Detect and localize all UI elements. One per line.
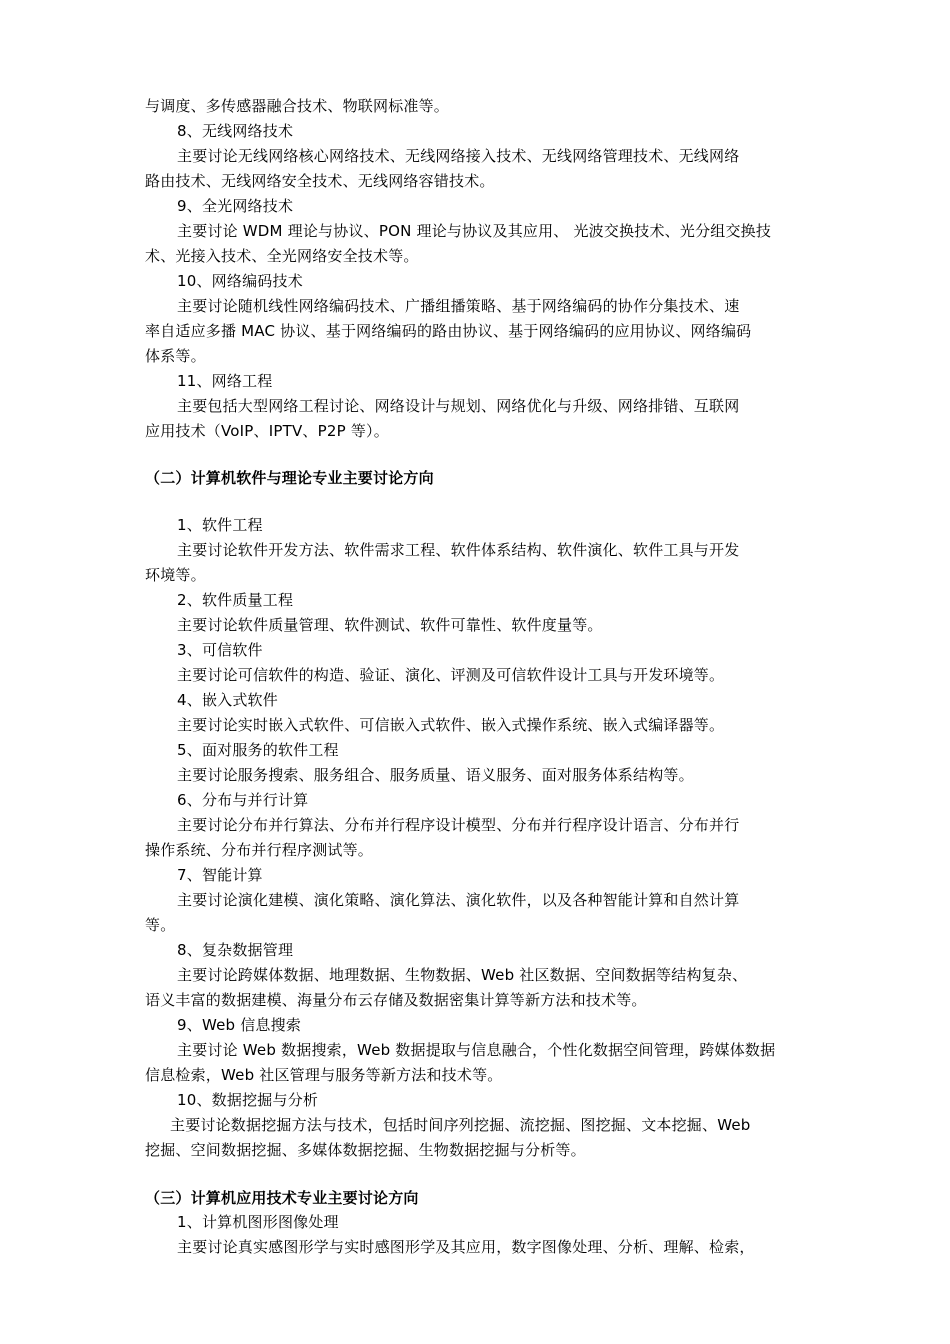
paragraph-line: 主要讨论 Web 数据搜索，Web 数据提取与信息融合，个性化数据空间管理，跨媒体数据 <box>177 1041 776 1059</box>
paragraph-line: 应用技术（VoIP、IPTV、P2P 等）。 <box>145 422 389 440</box>
paragraph-line: 主要讨论分布并行算法、分布并行程序设计模型、分布并行程序设计语言、分布并行 <box>177 816 740 834</box>
section-heading-all-optical-network: 9、全光网络技术 <box>177 197 294 215</box>
section-heading-distributed-parallel: 6、分布与并行计算 <box>177 791 309 809</box>
section-heading-wireless-network: 8、无线网络技术 <box>177 122 294 140</box>
section-heading-software-quality: 2、软件质量工程 <box>177 591 294 609</box>
paragraph-line: 等。 <box>145 916 176 934</box>
section-heading-complex-data: 8、复杂数据管理 <box>177 941 294 959</box>
paragraph-line: 语义丰富的数据建模、海量分布云存储及数据密集计算等新方法和技术等。 <box>145 991 647 1009</box>
section-heading-service-oriented: 5、面对服务的软件工程 <box>177 741 339 759</box>
section-heading-embedded-software: 4、嵌入式软件 <box>177 691 278 709</box>
paragraph-line: 主要讨论真实感图形学与实时感图形学及其应用，数字图像处理、分析、理解、检索， <box>177 1238 755 1256</box>
chapter-heading-applied-technology: （三）计算机应用技术专业主要讨论方向 <box>145 1189 419 1207</box>
paragraph-line: 主要讨论服务搜索、服务组合、服务质量、语义服务、面对服务体系结构等。 <box>177 766 694 784</box>
paragraph-line: 主要讨论演化建模、演化策略、演化算法、演化软件，以及各种智能计算和自然计算 <box>177 891 740 909</box>
section-heading-network-engineering: 11、网络工程 <box>177 372 273 390</box>
paragraph-line: 术、光接入技术、全光网络安全技术等。 <box>145 247 419 265</box>
section-heading-web-search: 9、Web 信息搜索 <box>177 1016 302 1034</box>
section-heading-trusted-software: 3、可信软件 <box>177 641 263 659</box>
paragraph-line: 主要讨论 WDM 理论与协议、PON 理论与协议及其应用、 光波交换技术、光分组交换技 <box>177 222 772 240</box>
paragraph-line: 挖掘、空间数据挖掘、多媒体数据挖掘、生物数据挖掘与分析等。 <box>145 1141 586 1159</box>
paragraph-line: 信息检索，Web 社区管理与服务等新方法和技术等。 <box>145 1066 503 1084</box>
section-heading-graphics-image: 1、计算机图形图像处理 <box>177 1213 339 1231</box>
paragraph-line: 体系等。 <box>145 347 206 365</box>
chapter-heading-software-theory: （二）计算机软件与理论专业主要讨论方向 <box>145 469 434 487</box>
paragraph-line: 主要讨论随机线性网络编码技术、广播组播策略、基于网络编码的协作分集技术、速 <box>177 297 740 315</box>
paragraph-line: 主要讨论可信软件的构造、验证、演化、评测及可信软件设计工具与开发环境等。 <box>177 666 725 684</box>
paragraph-line: 主要讨论跨媒体数据、地理数据、生物数据、Web 社区数据、空间数据等结构复杂、 <box>177 966 748 984</box>
paragraph-line: 主要讨论数据挖掘方法与技术，包括时间序列挖掘、流挖掘、图挖掘、文本挖掘、Web <box>170 1116 751 1134</box>
paragraph-line: 主要包括大型网络工程讨论、网络设计与规划、网络优化与升级、网络排错、互联网 <box>177 397 740 415</box>
section-heading-network-coding: 10、网络编码技术 <box>177 272 303 290</box>
paragraph-line: 率自适应多播 MAC 协议、基于网络编码的路由协议、基于网络编码的应用协议、网络编码 <box>145 322 752 340</box>
paragraph-line: 与调度、多传感器融合技术、物联网标准等。 <box>145 97 450 115</box>
section-heading-data-mining: 10、数据挖掘与分析 <box>177 1091 319 1109</box>
paragraph-line: 环境等。 <box>145 566 206 584</box>
paragraph-line: 主要讨论软件开发方法、软件需求工程、软件体系结构、软件演化、软件工具与开发 <box>177 541 740 559</box>
paragraph-line: 主要讨论无线网络核心网络技术、无线网络接入技术、无线网络管理技术、无线网络 <box>177 147 740 165</box>
paragraph-line: 主要讨论实时嵌入式软件、可信嵌入式软件、嵌入式操作系统、嵌入式编译器等。 <box>177 716 725 734</box>
section-heading-software-engineering: 1、软件工程 <box>177 516 263 534</box>
paragraph-line: 路由技术、无线网络安全技术、无线网络容错技术。 <box>145 172 495 190</box>
section-heading-intelligent-computing: 7、智能计算 <box>177 866 263 884</box>
paragraph-line: 操作系统、分布并行程序测试等。 <box>145 841 374 859</box>
paragraph-line: 主要讨论软件质量管理、软件测试、软件可靠性、软件度量等。 <box>177 616 603 634</box>
